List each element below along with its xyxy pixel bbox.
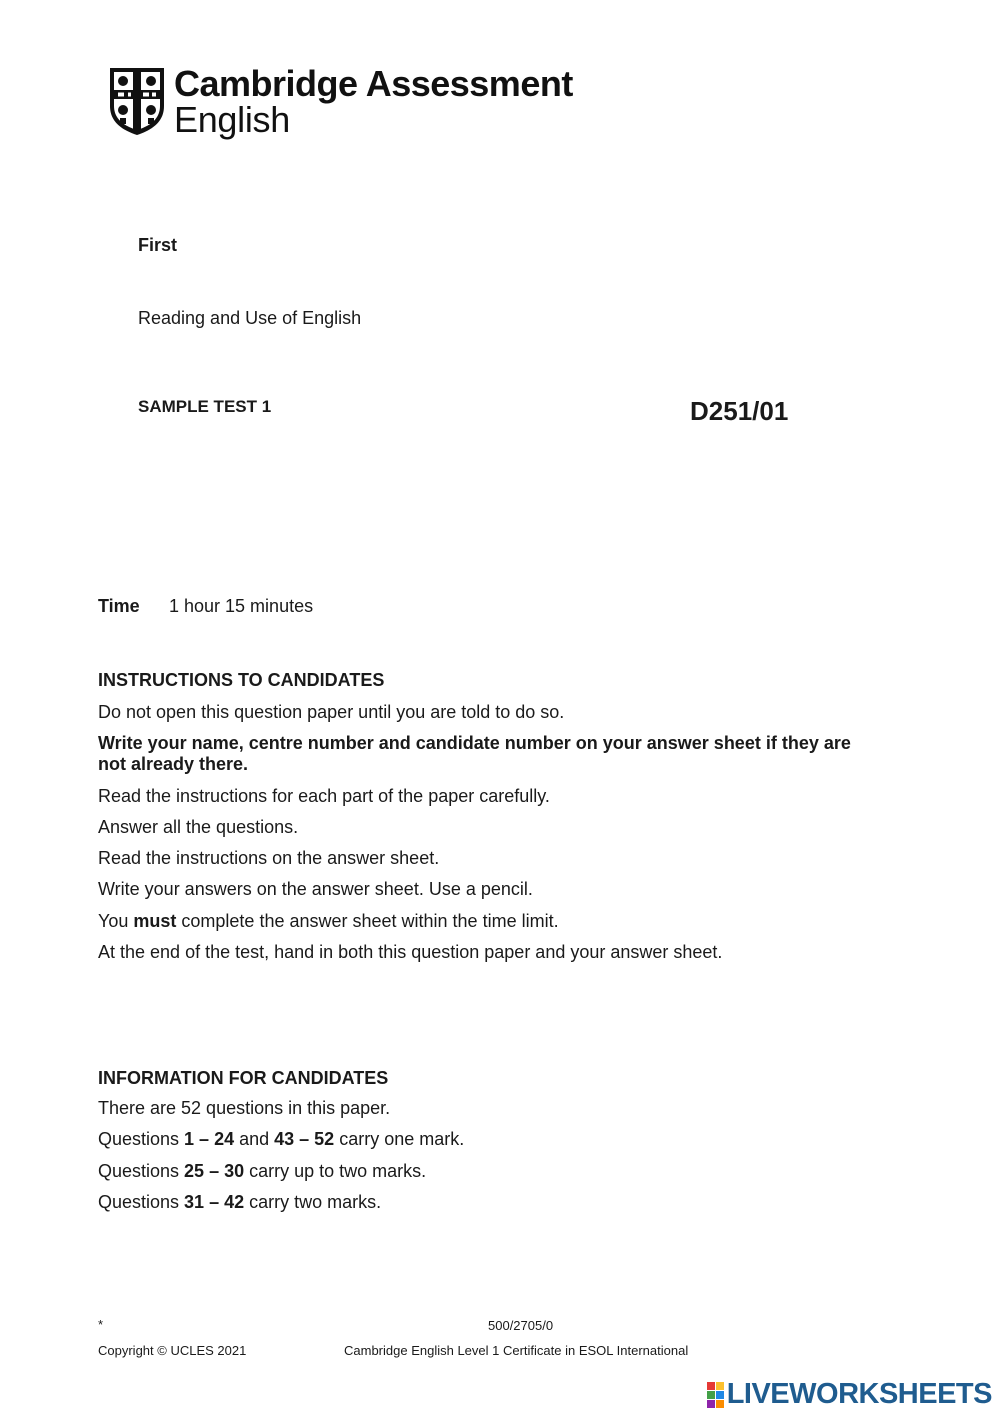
footer-reference: 500/2705/0 [488, 1318, 554, 1333]
paper-code: D251/01 [690, 396, 789, 426]
instruction-line: Answer all the questions. [98, 817, 299, 837]
watermark-text: LIVEWORKSHEETS [726, 1378, 992, 1410]
instruction-line: At the end of the test, hand in both this question paper and your answer sheet. [98, 942, 723, 962]
liveworksheets-watermark [707, 1378, 992, 1411]
information-line: Questions 25 – 30 carry up to two marks. [98, 1161, 427, 1181]
exam-level: First [138, 235, 178, 255]
instruction-line: Write your answers on the answer sheet. Use a pencil. [98, 879, 533, 899]
liveworksheets-logo-icon [707, 1382, 724, 1408]
instruction-line: You must complete the answer sheet within the time limit. [98, 911, 559, 931]
instruction-line: Do not open this question paper until you are told to do so. [98, 702, 565, 722]
instruction-line: Read the instructions on the answer sheet. [98, 848, 440, 868]
cambridge-logo [108, 63, 573, 140]
paper-title: Reading and Use of English [138, 308, 362, 328]
information-line: Questions 1 – 24 and 43 – 52 carry one mark. [98, 1129, 465, 1149]
time-label: Time [98, 596, 140, 616]
information-line: There are 52 questions in this paper. [98, 1098, 391, 1118]
instruction-line: Read the instructions for each part of the paper carefully. [98, 786, 550, 806]
footer-certificate: Cambridge English Level 1 Certificate in ESOL International [344, 1343, 689, 1358]
information-heading: INFORMATION FOR CANDIDATES [98, 1068, 389, 1088]
logo-subtitle: English [174, 99, 290, 140]
footer-copyright: Copyright © UCLES 2021 [98, 1343, 247, 1358]
sample-test-label: SAMPLE TEST 1 [138, 397, 272, 416]
logo-title: Cambridge Assessment [174, 63, 573, 104]
university-crest-icon [108, 66, 166, 136]
information-line: Questions 31 – 42 carry two marks. [98, 1192, 382, 1212]
footer-asterisk: * [98, 1317, 104, 1332]
instructions-heading: INSTRUCTIONS TO CANDIDATES [98, 670, 385, 690]
time-value: 1 hour 15 minutes [169, 596, 314, 616]
instruction-line: Write your name, centre number and candidate number on your answer sheet if they are [98, 733, 851, 753]
instruction-line: not already there. [98, 754, 249, 774]
